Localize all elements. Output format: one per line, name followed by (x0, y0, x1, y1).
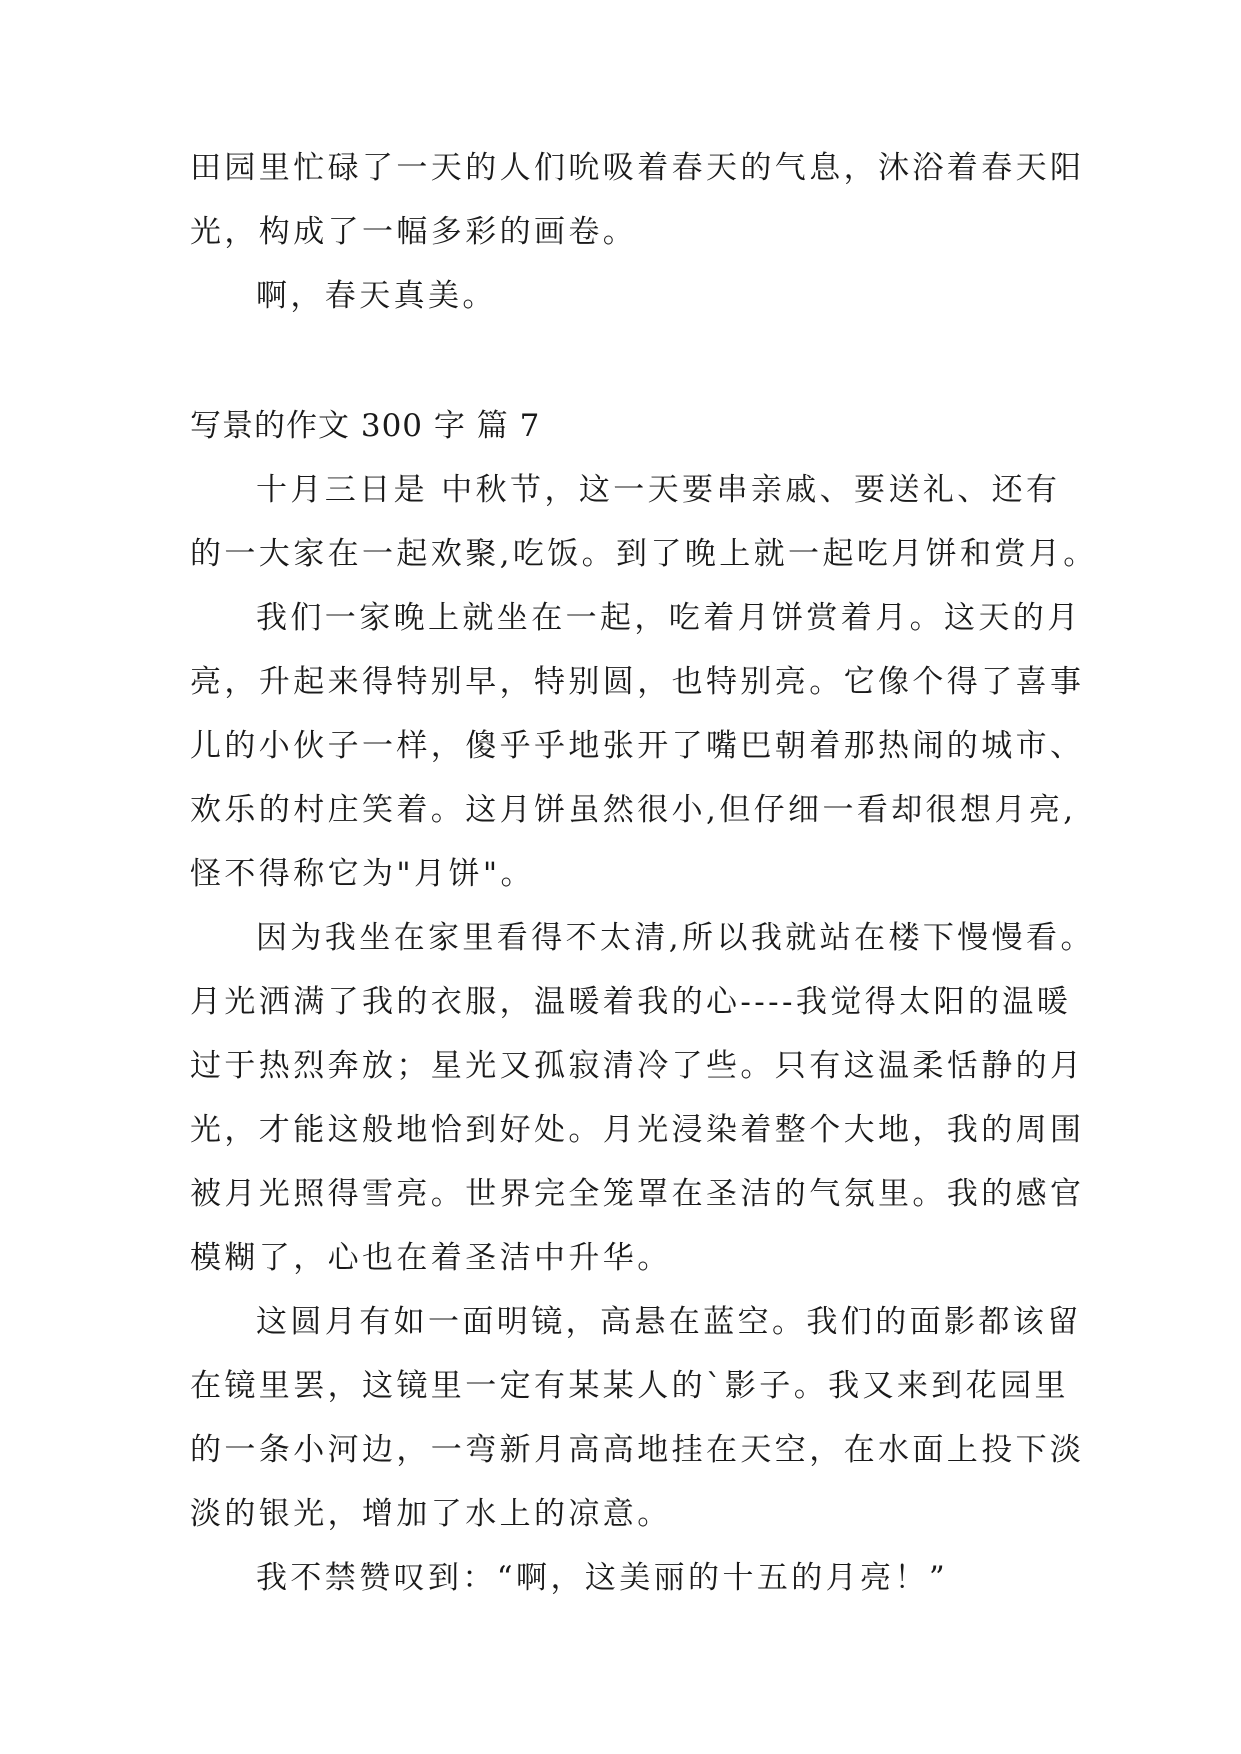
intro-closing: 啊，春天真美。 (256, 278, 497, 314)
paragraph-line: 儿的小伙子一样，傻乎乎地张开了嘴巴朝着那热闹的城市、 (190, 728, 1085, 764)
paragraph-line: 在镜里罢，这镜里一定有某某人的`影子。我又来到花园里 (190, 1368, 1069, 1404)
paragraph-line: 的一大家在一起欢聚,吃饭。到了晚上就一起吃月饼和赏月。 (190, 536, 1098, 572)
paragraph-line: 这圆月有如一面明镜，高悬在蓝空。我们的面影都该留 (256, 1304, 1082, 1340)
paragraph-line: 怪不得称它为"月饼"。 (190, 856, 535, 892)
paragraph-line: 我们一家晚上就坐在一起，吃着月饼赏着月。这天的月 (256, 600, 1082, 636)
paragraph-line: 被月光照得雪亮。世界完全笼罩在圣洁的气氛里。我的感官 (190, 1176, 1085, 1212)
paragraph-line: 过于热烈奔放；星光又孤寂清冷了些。只有这温柔恬静的月 (190, 1048, 1085, 1084)
paragraph-line: 十月三日是 中秋节，这一天要串亲戚、要送礼、还有 (256, 472, 1061, 508)
paragraph-line: 月光洒满了我的衣服，温暖着我的心----我觉得太阳的温暖 (190, 984, 1072, 1020)
section-title: 写景的作文 300 字 篇 7 (190, 408, 541, 444)
intro-line: 田园里忙碌了一天的人们吮吸着春天的气息，沐浴着春天阳 (190, 150, 1085, 186)
paragraph-line: 我不禁赞叹到：“啊，这美丽的十五的月亮！” (256, 1560, 949, 1596)
paragraph-line: 模糊了，心也在着圣洁中升华。 (190, 1240, 672, 1276)
paragraph-line: 的一条小河边，一弯新月高高地挂在天空，在水面上投下淡 (190, 1432, 1085, 1468)
paragraph-line: 因为我坐在家里看得不太清,所以我就站在楼下慢慢看。 (256, 920, 1095, 956)
paragraph-line: 淡的银光，增加了水上的凉意。 (190, 1496, 672, 1532)
paragraph-line: 欢乐的村庄笑着。这月饼虽然很小,但仔细一看却很想月亮, (190, 792, 1077, 828)
paragraph-line: 光，才能这般地恰到好处。月光浸染着整个大地，我的周围 (190, 1112, 1085, 1148)
paragraph-line: 亮，升起来得特别早，特别圆，也特别亮。它像个得了喜事 (190, 664, 1085, 700)
intro-line: 光，构成了一幅多彩的画卷。 (190, 214, 638, 250)
